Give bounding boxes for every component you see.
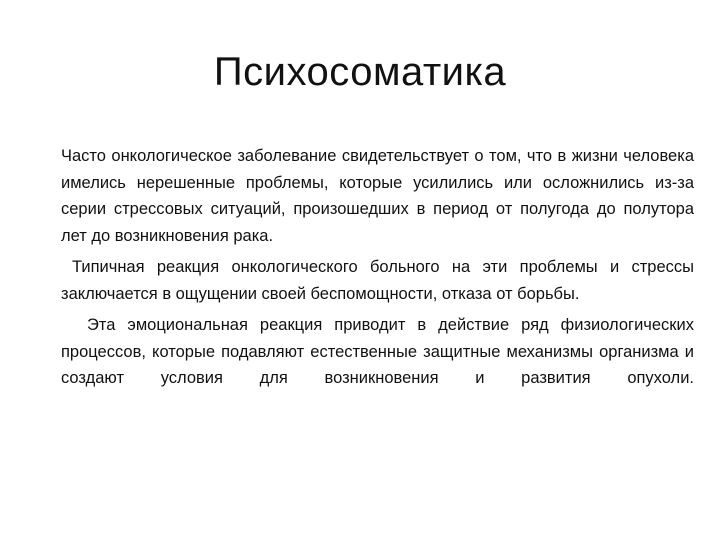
paragraph-2: Типичная реакция онкологического больного на эти проблемы и стрессы заключается в ощущении своей беспомощности, отказа от борьбы. bbox=[61, 258, 694, 303]
paragraph-1: Часто онкологическое заболевание свидетельствует о том, что в жизни человека имелись нерешенные проблемы, которые усилились или осложнились из-за серии стрессовых ситуаций, произошедших в период от полугода до полутора лет до возникновения рака. bbox=[61, 147, 694, 245]
slide-body bbox=[61, 143, 694, 397]
paragraph-3: Эта эмоциональная реакция приводит в действие ряд физиологических процессов, которые подавляют естественные защитные механизмы организма и создают условия для возникновения и развития опухоли. bbox=[61, 316, 694, 387]
slide-title: Психосоматика bbox=[213, 50, 507, 94]
